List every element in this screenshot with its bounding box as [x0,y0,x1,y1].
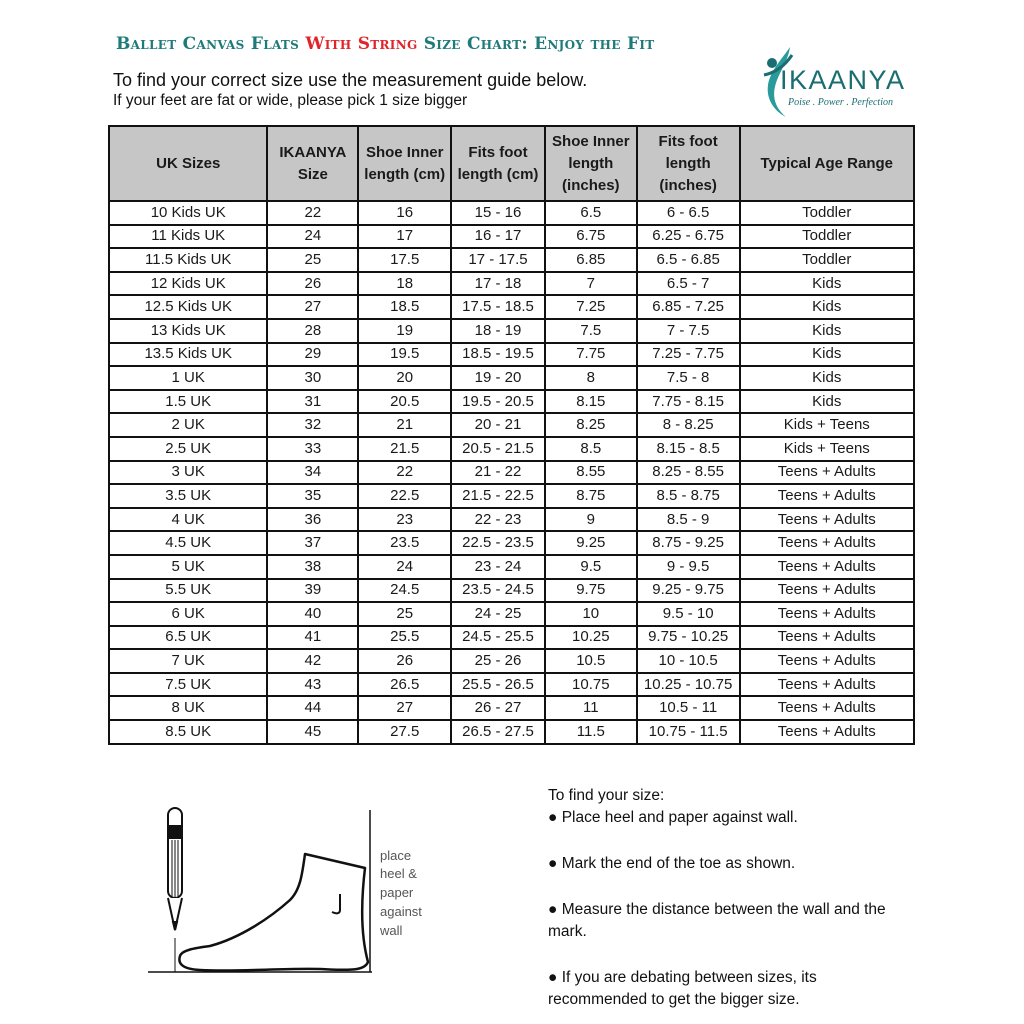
table-cell: 10 Kids UK [109,201,267,225]
table-cell: 38 [267,555,358,579]
table-cell: 20.5 - 21.5 [451,437,545,461]
table-row [109,649,914,673]
table-cell: 11 Kids UK [109,225,267,249]
table-cell: 8.5 - 9 [637,508,740,532]
table-cell: 9.25 - 9.75 [637,579,740,603]
table-cell: 17 - 17.5 [451,248,545,272]
table-cell: 26.5 [358,673,451,697]
page-title [116,34,655,54]
column-header: Shoe Inner length (cm) [358,126,451,201]
table-cell: 20.5 [358,390,451,414]
table-cell: 7.5 UK [109,673,267,697]
table-cell: 17 [358,225,451,249]
wall-label-line: paper [380,885,414,900]
subtitle: To find your correct size use the measurement guide below. [113,70,588,90]
table-cell: 10.5 [545,649,637,673]
table-cell: 7 UK [109,649,267,673]
table-cell: 33 [267,437,358,461]
table-cell: Kids [740,295,914,319]
table-cell: 12 Kids UK [109,272,267,296]
table-cell: 11 [545,696,637,720]
table-row [109,626,914,650]
table-row [109,484,914,508]
table-cell: 7.25 [545,295,637,319]
table-row [109,696,914,720]
table-cell: 8 [545,366,637,390]
column-header: IKAANYA Size [267,126,358,201]
bullet-icon: ● [548,855,558,872]
table-cell: 2.5 UK [109,437,267,461]
table-cell: 12.5 Kids UK [109,295,267,319]
table-cell: 16 [358,201,451,225]
instructions-heading: To find your size: [548,787,665,804]
table-cell: 6.85 - 7.25 [637,295,740,319]
table-cell: 30 [267,366,358,390]
table-cell: Kids [740,343,914,367]
table-cell: 23.5 - 24.5 [451,579,545,603]
title-part-2: Size Chart: Enjoy the Fit [417,34,655,54]
table-cell: 6 UK [109,602,267,626]
table-row [109,343,914,367]
table-cell: 7 - 7.5 [637,319,740,343]
table-cell: 40 [267,602,358,626]
table-cell: Kids [740,390,914,414]
table-cell: 35 [267,484,358,508]
table-cell: Kids [740,319,914,343]
table-cell: 7.75 [545,343,637,367]
instruction-text: Place heel and paper against wall. [561,809,798,826]
table-cell: 1 UK [109,366,267,390]
table-cell: 4 UK [109,508,267,532]
table-cell: 22 [358,461,451,485]
instruction-step [548,853,918,875]
table-cell: Teens + Adults [740,720,914,744]
table-cell: 25 [267,248,358,272]
table-cell: 27.5 [358,720,451,744]
table-cell: 26 [358,649,451,673]
table-cell: 25.5 [358,626,451,650]
wall-label-line: against [380,904,422,919]
measurement-illustration [140,790,450,990]
table-cell: 8.5 [545,437,637,461]
table-row [109,531,914,555]
table-cell: 13 Kids UK [109,319,267,343]
table-cell: 8.5 - 8.75 [637,484,740,508]
table-cell: Toddler [740,225,914,249]
table-cell: Teens + Adults [740,579,914,603]
table-cell: Toddler [740,201,914,225]
table-cell: 10.25 [545,626,637,650]
wall-label-line: wall [380,923,403,938]
table-cell: 24.5 [358,579,451,603]
size-chart-table [108,125,915,745]
instruction-text: If you are debating between sizes, its recommended to get the bigger size. [548,969,817,1008]
table-body [109,201,914,744]
column-header: Fits foot length (cm) [451,126,545,201]
table-cell: 27 [267,295,358,319]
table-cell: 42 [267,649,358,673]
table-cell: 3.5 UK [109,484,267,508]
table-cell: Teens + Adults [740,461,914,485]
table-cell: 24.5 - 25.5 [451,626,545,650]
table-row [109,602,914,626]
brand-logo [760,45,920,120]
table-cell: 21 - 22 [451,461,545,485]
table-cell: 4.5 UK [109,531,267,555]
table-row [109,390,914,414]
table-row [109,508,914,532]
table-cell: 24 [358,555,451,579]
table-cell: 7.25 - 7.75 [637,343,740,367]
table-cell: 26 [267,272,358,296]
column-header: Fits foot length (inches) [637,126,740,201]
table-cell: 19 [358,319,451,343]
table-cell: 24 - 25 [451,602,545,626]
table-cell: 16 - 17 [451,225,545,249]
table-cell: Teens + Adults [740,508,914,532]
table-row [109,201,914,225]
instructions [548,785,918,1011]
table-cell: 25.5 - 26.5 [451,673,545,697]
fit-note: If your feet are fat or wide, please pick 1 size bigger [113,92,468,109]
table-cell: 6 - 6.5 [637,201,740,225]
table-cell: 5 UK [109,555,267,579]
table-cell: 22.5 - 23.5 [451,531,545,555]
table-cell: 8.15 [545,390,637,414]
table-cell: 23 [358,508,451,532]
table-cell: 9.25 [545,531,637,555]
table-header-row [109,126,914,201]
table-row [109,461,914,485]
table-cell: 8.5 UK [109,720,267,744]
table-cell: 13.5 Kids UK [109,343,267,367]
table-cell: 32 [267,413,358,437]
wall-label-line: place [380,848,412,863]
table-cell: 6.5 - 7 [637,272,740,296]
table-cell: 20 - 21 [451,413,545,437]
table-cell: Teens + Adults [740,555,914,579]
instruction-text: Measure the distance between the wall and the mark. [548,901,886,940]
table-cell: 7.5 [545,319,637,343]
table-cell: Kids + Teens [740,437,914,461]
table-cell: 18 [358,272,451,296]
title-accent: With String [305,34,418,54]
table-cell: 7.5 - 8 [637,366,740,390]
logo-tagline: Poise . Power . Perfection [788,97,893,108]
table-cell: 5.5 UK [109,579,267,603]
table-cell: 45 [267,720,358,744]
table-cell: 18.5 [358,295,451,319]
table-cell: 29 [267,343,358,367]
table-cell: 21.5 - 22.5 [451,484,545,508]
table-row [109,579,914,603]
table-cell: 10 [545,602,637,626]
table-cell: 7 [545,272,637,296]
table-cell: 39 [267,579,358,603]
table-cell: 8 UK [109,696,267,720]
table-cell: 8.75 [545,484,637,508]
table-row [109,248,914,272]
table-cell: 6.85 [545,248,637,272]
table-cell: 8.55 [545,461,637,485]
bullet-icon: ● [548,809,558,826]
table-cell: 6.5 UK [109,626,267,650]
table-cell: 10.75 - 11.5 [637,720,740,744]
table-cell: 19.5 [358,343,451,367]
table-cell: 23 - 24 [451,555,545,579]
table-cell: 28 [267,319,358,343]
table-cell: 18 - 19 [451,319,545,343]
instruction-step [548,807,918,829]
column-header: Shoe Inner length (inches) [545,126,637,201]
table-cell: 8.15 - 8.5 [637,437,740,461]
table-cell: 21.5 [358,437,451,461]
table-row [109,295,914,319]
column-header: Typical Age Range [740,126,914,201]
table-cell: 19 - 20 [451,366,545,390]
table-cell: 9.75 - 10.25 [637,626,740,650]
table-cell: 22 [267,201,358,225]
table-cell: 36 [267,508,358,532]
instruction-step [548,967,918,1011]
pencil-icon [168,808,182,972]
table-cell: 10 - 10.5 [637,649,740,673]
table-row [109,272,914,296]
table-cell: 2 UK [109,413,267,437]
table-cell: 9.5 - 10 [637,602,740,626]
table-row [109,720,914,744]
table-cell: 23.5 [358,531,451,555]
table-cell: 9.75 [545,579,637,603]
table-cell: 41 [267,626,358,650]
table-cell: 6.25 - 6.75 [637,225,740,249]
table-cell: 8.25 - 8.55 [637,461,740,485]
table-cell: 21 [358,413,451,437]
table-cell: Toddler [740,248,914,272]
table-cell: Teens + Adults [740,484,914,508]
logo-brand-text: IKAANYA [780,65,906,95]
table-cell: 31 [267,390,358,414]
table-cell: 15 - 16 [451,201,545,225]
table-row [109,413,914,437]
table-cell: 20 [358,366,451,390]
table-cell: Teens + Adults [740,602,914,626]
table-cell: 8 - 8.25 [637,413,740,437]
table-cell: 43 [267,673,358,697]
bullet-icon: ● [548,901,558,918]
bullet-icon: ● [548,969,558,986]
table-cell: 17.5 [358,248,451,272]
table-cell: 6.75 [545,225,637,249]
wall-label-line: heel & [380,866,417,881]
table-cell: 27 [358,696,451,720]
table-row [109,366,914,390]
table-cell: 22 - 23 [451,508,545,532]
table-cell: 9.5 [545,555,637,579]
table-row [109,225,914,249]
title-part-1: Ballet Canvas Flats [116,34,306,54]
table-cell: 25 - 26 [451,649,545,673]
table-cell: Kids [740,366,914,390]
table-cell: 8.75 - 9.25 [637,531,740,555]
table-cell: 11.5 Kids UK [109,248,267,272]
table-cell: 3 UK [109,461,267,485]
table-cell: 18.5 - 19.5 [451,343,545,367]
table-cell: 10.75 [545,673,637,697]
table-cell: 24 [267,225,358,249]
table-cell: 25 [358,602,451,626]
column-header: UK Sizes [109,126,267,201]
table-cell: 1.5 UK [109,390,267,414]
table-row [109,319,914,343]
table-cell: Teens + Adults [740,696,914,720]
wall-label [379,848,422,938]
table-cell: 17.5 - 18.5 [451,295,545,319]
table-row [109,555,914,579]
table-cell: 22.5 [358,484,451,508]
table-cell: Teens + Adults [740,531,914,555]
table-cell: 9 [545,508,637,532]
table-cell: Kids + Teens [740,413,914,437]
table-cell: 19.5 - 20.5 [451,390,545,414]
table-cell: 26 - 27 [451,696,545,720]
table-cell: 7.75 - 8.15 [637,390,740,414]
table-cell: 6.5 [545,201,637,225]
table-cell: Teens + Adults [740,649,914,673]
instruction-step [548,899,918,943]
table-cell: 26.5 - 27.5 [451,720,545,744]
table-cell: 37 [267,531,358,555]
table-cell: 17 - 18 [451,272,545,296]
table-cell: Teens + Adults [740,673,914,697]
table-cell: 8.25 [545,413,637,437]
table-row [109,437,914,461]
table-row [109,673,914,697]
table-cell: 10.25 - 10.75 [637,673,740,697]
table-cell: 10.5 - 11 [637,696,740,720]
table-cell: Teens + Adults [740,626,914,650]
table-cell: 44 [267,696,358,720]
table-cell: 9 - 9.5 [637,555,740,579]
instruction-text: Mark the end of the toe as shown. [561,855,796,872]
table-cell: Kids [740,272,914,296]
table-cell: 34 [267,461,358,485]
table-cell: 11.5 [545,720,637,744]
table-cell: 6.5 - 6.85 [637,248,740,272]
